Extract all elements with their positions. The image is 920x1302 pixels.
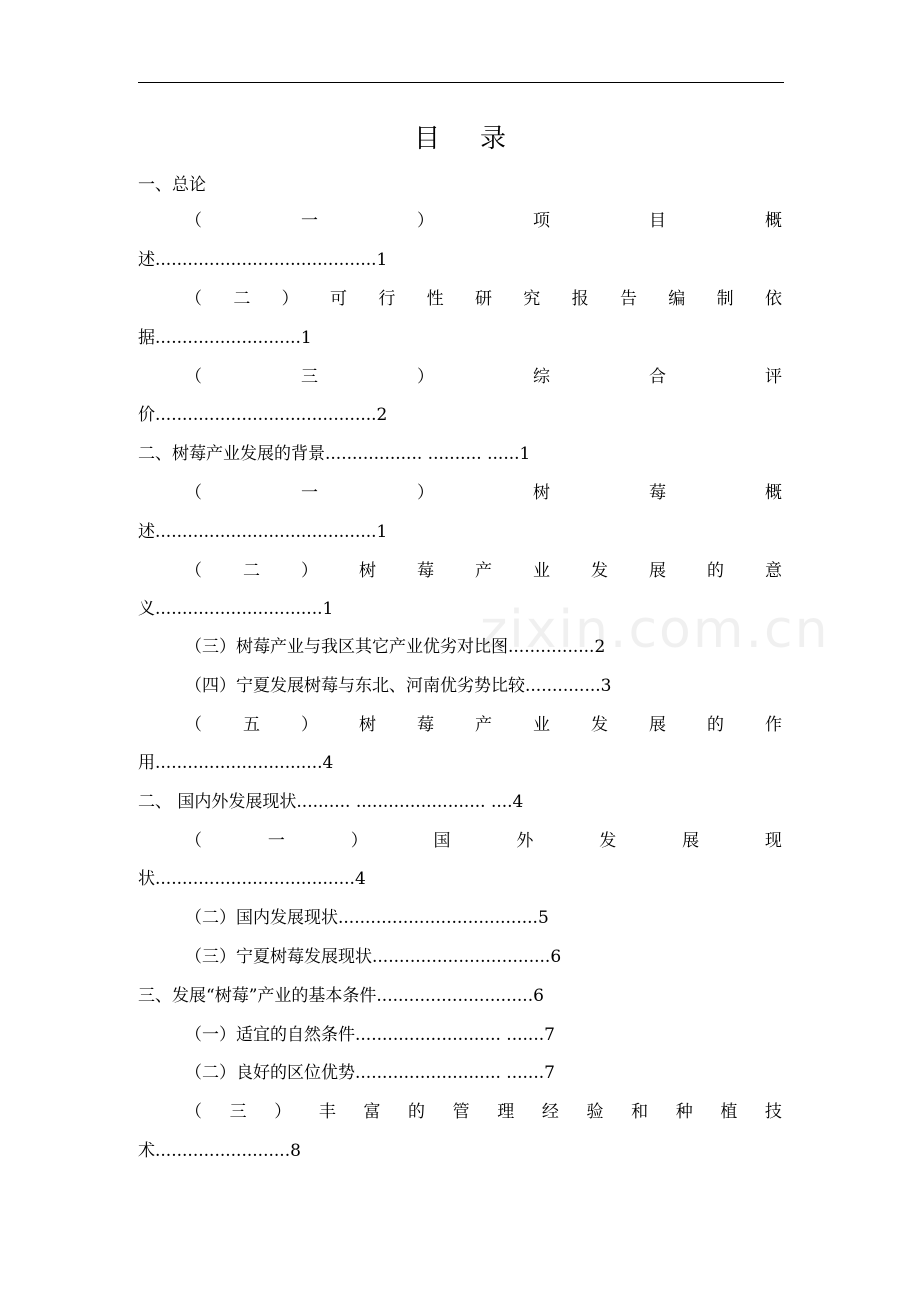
- toc-char: 树: [359, 715, 376, 735]
- toc-char: 三: [301, 367, 318, 387]
- toc-char: 现: [764, 831, 782, 851]
- toc-char: 目: [649, 211, 666, 231]
- toc-char: （: [185, 289, 202, 309]
- toc-char: 富: [363, 1102, 381, 1122]
- toc-char: 产: [475, 561, 492, 581]
- toc-char: 二: [233, 289, 251, 309]
- toc-char: （: [185, 1102, 202, 1122]
- toc-char: （: [185, 211, 202, 231]
- toc-char: ）: [350, 831, 368, 851]
- toc-char: 合: [649, 367, 666, 387]
- toc-char: 业: [533, 715, 550, 735]
- toc-line: 据...........................1: [138, 328, 312, 348]
- toc-char: （: [185, 483, 202, 503]
- toc-char: 树: [533, 483, 550, 503]
- toc-char: 一: [267, 831, 285, 851]
- toc-char: （: [185, 715, 202, 735]
- toc-line: （二）国内发展现状.....................................5: [185, 908, 549, 928]
- toc-char: 发: [591, 715, 608, 735]
- toc-line: 义...............................1: [138, 599, 334, 619]
- toc-char: 莓: [417, 561, 434, 581]
- toc-char: 一: [301, 211, 318, 231]
- toc-char: 可: [329, 289, 347, 309]
- toc-char: 展: [649, 715, 666, 735]
- toc-char: 和: [631, 1102, 649, 1122]
- toc-char: 综: [533, 367, 550, 387]
- toc-line: [185, 1097, 782, 1127]
- toc-char: 报: [571, 289, 589, 309]
- toc-line: （三）树莓产业与我区其它产业优劣对比图................2: [185, 637, 606, 657]
- toc-char: 三: [229, 1102, 247, 1122]
- toc-char: 国: [433, 831, 451, 851]
- toc-char: 经: [541, 1102, 559, 1122]
- toc-line: 一、总论: [138, 175, 206, 195]
- toc-char: 研: [474, 289, 492, 309]
- toc-line: 价.........................................2: [138, 405, 388, 425]
- toc-char: 的: [707, 715, 724, 735]
- toc-line: （二）良好的区位优势........................... .......7: [185, 1063, 555, 1083]
- toc-char: 制: [716, 289, 734, 309]
- toc-line: 述.........................................1: [138, 250, 388, 270]
- toc-char: 行: [378, 289, 396, 309]
- toc-line: 述.........................................1: [138, 522, 388, 542]
- toc-char: 莓: [417, 715, 434, 735]
- watermark: zixin.com.cn: [480, 600, 830, 660]
- toc-char: ）: [301, 715, 318, 735]
- toc-char: 验: [586, 1102, 604, 1122]
- toc-line: 术.........................8: [138, 1141, 301, 1161]
- toc-char: 展: [682, 831, 700, 851]
- toc-char: 展: [649, 561, 666, 581]
- toc-char: 性: [426, 289, 444, 309]
- toc-line: 三、发展“树莓”产业的基本条件.............................6: [138, 986, 544, 1006]
- toc-char: 植: [720, 1102, 738, 1122]
- toc-char: 评: [765, 367, 782, 387]
- toc-line: （三）宁夏树莓发展现状.................................6: [185, 947, 562, 967]
- toc-line: [185, 556, 782, 586]
- toc-line: （一）适宜的自然条件........................... .......7: [185, 1025, 555, 1045]
- toc-char: ）: [281, 289, 299, 309]
- toc-char: ）: [417, 483, 434, 503]
- toc-char: 二: [243, 561, 260, 581]
- toc-char: 产: [475, 715, 492, 735]
- toc-line: [185, 284, 782, 314]
- toc-char: 技: [764, 1102, 782, 1122]
- toc-char: 外: [516, 831, 534, 851]
- toc-line: （四）宁夏发展树莓与东北、河南优劣势比较..............3: [185, 676, 612, 696]
- toc-char: 意: [765, 561, 782, 581]
- toc-line: [185, 362, 782, 392]
- toc-char: 丰: [318, 1102, 336, 1122]
- toc-char: 一: [301, 483, 318, 503]
- toc-char: 项: [533, 211, 550, 231]
- toc-char: （: [185, 367, 202, 387]
- toc-char: 概: [765, 483, 782, 503]
- toc-line: 二、 国内外发展现状.......... ........................ ....4: [138, 792, 524, 812]
- toc-char: （: [185, 831, 202, 851]
- toc-char: 管: [452, 1102, 470, 1122]
- toc-char: 发: [599, 831, 617, 851]
- toc-line: [185, 478, 782, 508]
- toc-char: 发: [591, 561, 608, 581]
- toc-char: ）: [301, 561, 318, 581]
- toc-char: 业: [533, 561, 550, 581]
- toc-char: 五: [243, 715, 260, 735]
- toc-char: 编: [668, 289, 686, 309]
- toc-char: 种: [675, 1102, 693, 1122]
- toc-line: 状.....................................4: [138, 869, 366, 889]
- page-title: 目录: [413, 124, 546, 154]
- toc-char: ）: [274, 1102, 292, 1122]
- toc-char: 莓: [649, 483, 666, 503]
- toc-char: 究: [523, 289, 541, 309]
- toc-char: ）: [417, 211, 434, 231]
- toc-char: 依: [764, 289, 782, 309]
- toc-char: 作: [765, 715, 782, 735]
- header-rule: [138, 82, 784, 83]
- toc-char: 的: [707, 561, 724, 581]
- toc-char: 理: [497, 1102, 515, 1122]
- toc-line: [185, 710, 782, 740]
- toc-char: 树: [359, 561, 376, 581]
- toc-char: ）: [417, 367, 434, 387]
- toc-char: 概: [765, 211, 782, 231]
- toc-line: [185, 206, 782, 236]
- toc-char: （: [185, 561, 202, 581]
- toc-char: 告: [619, 289, 637, 309]
- toc-line: 二、树莓产业发展的背景.................. .......... ......1: [138, 444, 531, 464]
- toc-line: [185, 826, 782, 856]
- toc-char: 的: [408, 1102, 426, 1122]
- toc-line: 用...............................4: [138, 753, 334, 773]
